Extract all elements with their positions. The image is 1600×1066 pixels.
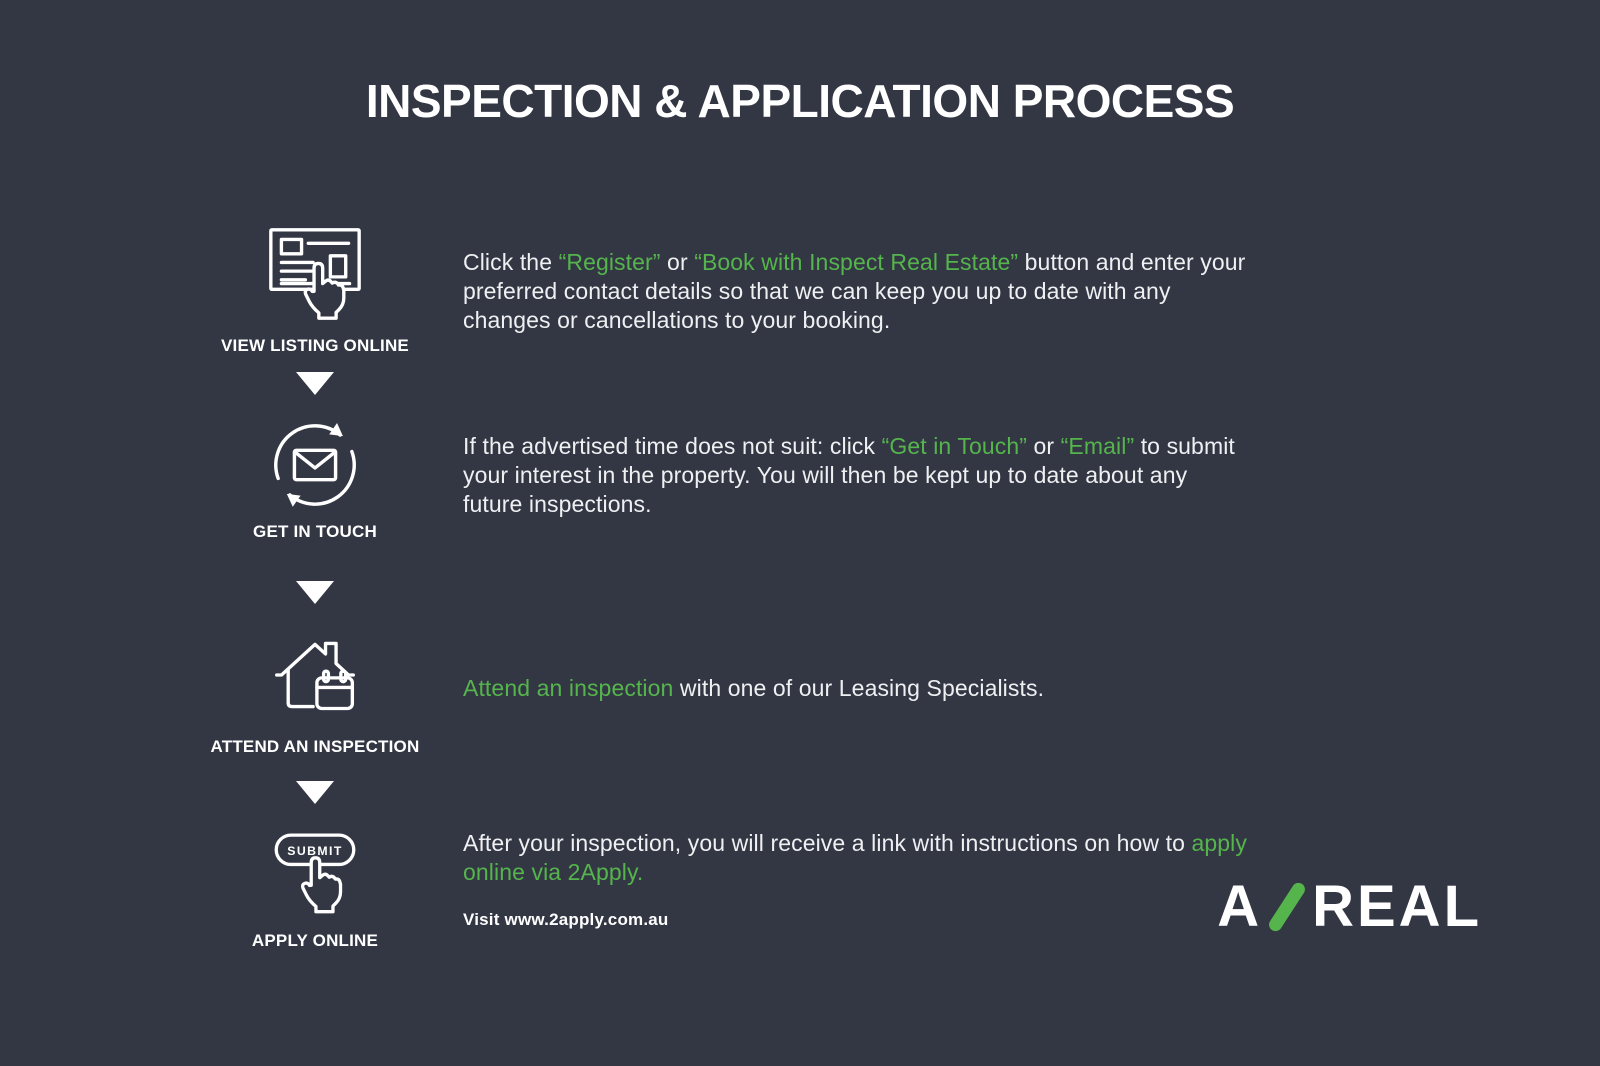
step-label-view-listing: VIEW LISTING ONLINE bbox=[221, 336, 409, 355]
step-label-get-in-touch: GET IN TOUCH bbox=[253, 522, 377, 541]
step-description-view-listing: Click the “Register” or “Book with Inspect Real Estate” button and enter your preferred contact details so that we can keep you up to date with any changes or cancellations to your booking. bbox=[463, 249, 1246, 333]
down-arrow-icon bbox=[296, 781, 334, 804]
visit-url-note: Visit www.2apply.com.au bbox=[463, 910, 669, 929]
step-description-get-in-touch: If the advertised time does not suit: click “Get in Touch” or “Email” to submit your interest in the property. You will then be kept up to date about any future inspections. bbox=[463, 433, 1235, 517]
step-description-attend-inspection: Attend an inspection with one of our Leasing Specialists. bbox=[463, 675, 1045, 701]
step-label-attend-inspection: ATTEND AN INSPECTION bbox=[210, 737, 420, 756]
page-title: INSPECTION & APPLICATION PROCESS bbox=[365, 75, 1235, 127]
down-arrow-icon bbox=[296, 581, 334, 604]
house-calendar-icon bbox=[195, 630, 435, 725]
submit-button-text: SUBMIT bbox=[287, 843, 343, 858]
listing-click-icon bbox=[195, 226, 435, 327]
logo-letter-a: A bbox=[1217, 874, 1263, 939]
step-label-apply-online: APPLY ONLINE bbox=[251, 931, 379, 950]
green-slash-icon bbox=[1265, 879, 1309, 935]
areal-logo bbox=[1217, 874, 1482, 939]
submit-click-icon bbox=[195, 830, 435, 919]
email-cycle-icon bbox=[195, 416, 435, 519]
logo-word-real: REAL bbox=[1312, 874, 1482, 939]
step-description-apply-online: After your inspection, you will receive a link with instructions on how to apply online via 2Apply. bbox=[463, 830, 1247, 885]
down-arrow-icon bbox=[296, 372, 334, 395]
